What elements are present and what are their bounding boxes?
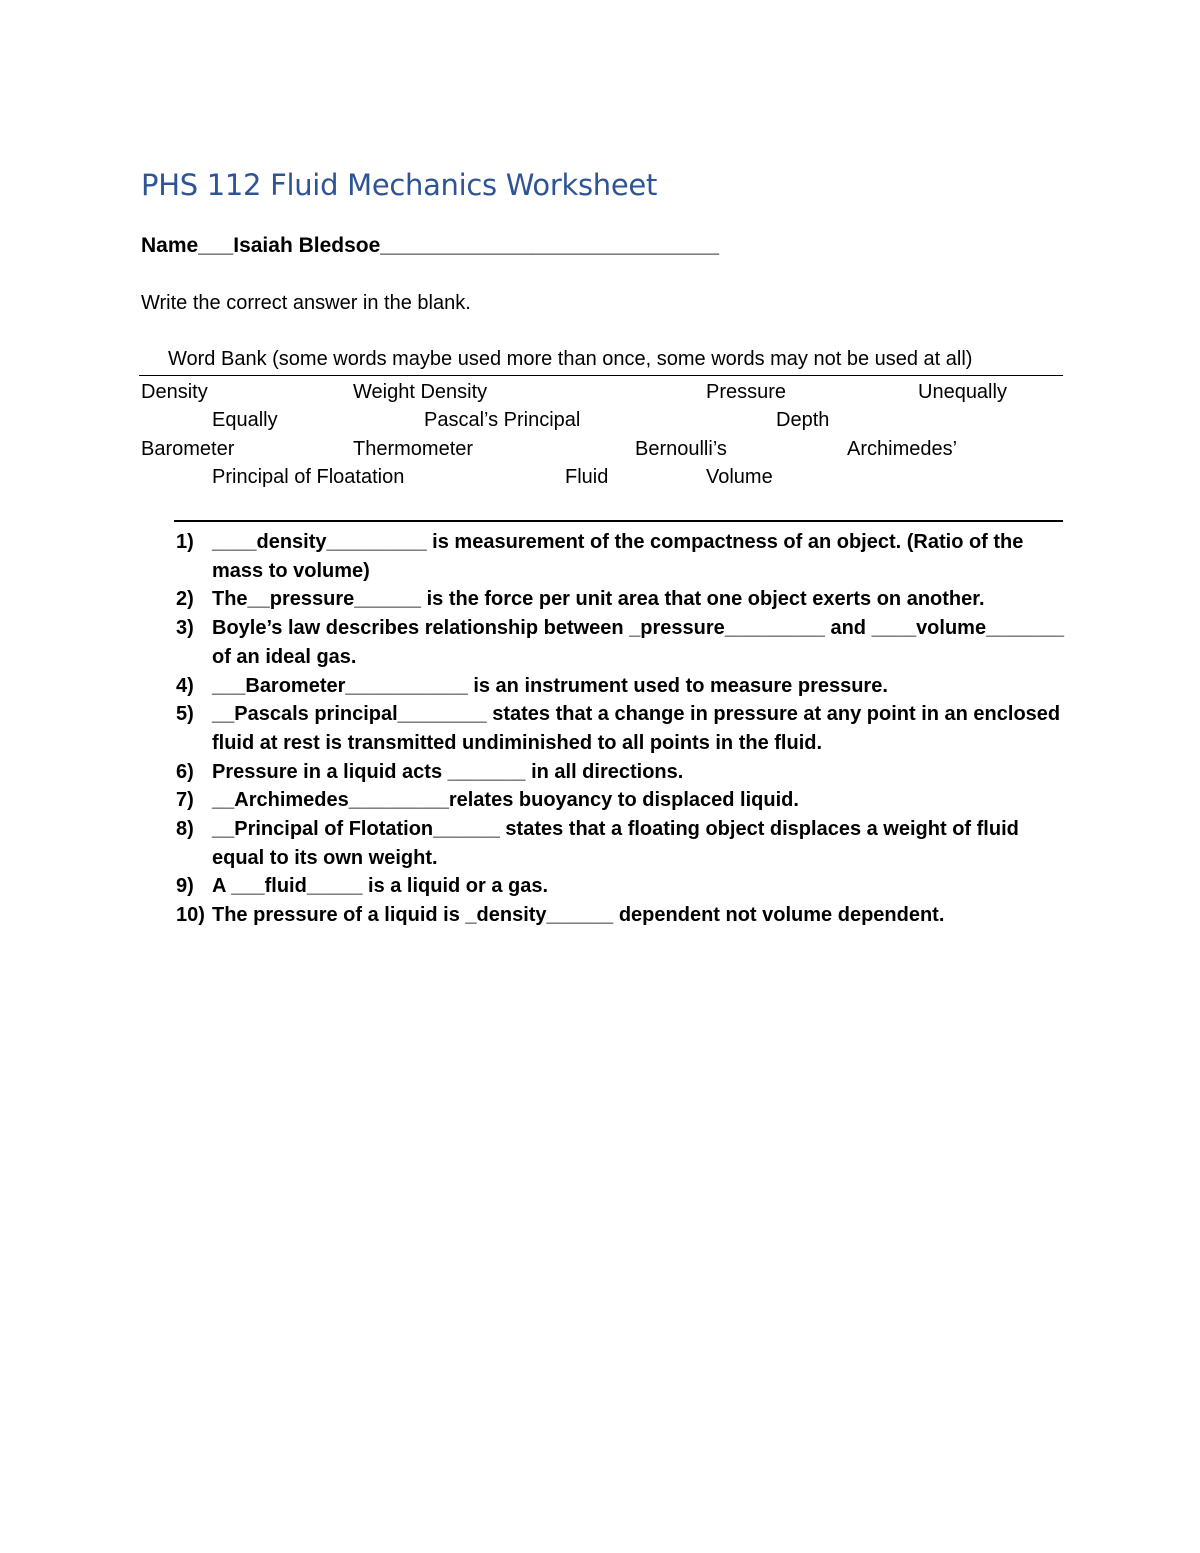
word-bank-item: Bernoulli’s xyxy=(635,438,727,460)
question-item xyxy=(176,528,1066,585)
question-item xyxy=(176,700,1066,757)
word-bank-item: Depth xyxy=(776,409,830,431)
question-text: The pressure of a liquid is _density______ dependent not volume dependent. xyxy=(212,904,945,927)
instructions: Write the correct answer in the blank. xyxy=(141,292,471,314)
word-bank-heading: Word Bank (some words maybe used more than once, some words may not be used at all) xyxy=(168,348,973,370)
word-bank-item: Density xyxy=(141,381,208,403)
questions-top-rule xyxy=(174,520,1063,522)
question-number: 9) xyxy=(176,875,194,898)
question-number: 6) xyxy=(176,760,194,783)
word-bank-item: Principal of Floatation xyxy=(212,466,405,488)
question-text: A ___fluid_____ is a liquid or a gas. xyxy=(212,875,549,898)
word-bank-item: Thermometer xyxy=(353,438,474,460)
word-bank-item: Volume xyxy=(706,466,773,488)
word-bank-item: Pressure xyxy=(706,381,787,403)
question-item xyxy=(176,672,1066,701)
word-bank-item: Weight Density xyxy=(353,381,488,403)
question-number: 8) xyxy=(176,818,194,841)
question-item xyxy=(176,815,1066,872)
question-text: The__pressure______ is the force per unit area that one object exerts on another. xyxy=(212,588,985,611)
word-bank-item: Barometer xyxy=(141,438,235,460)
question-text: Boyle’s law describes relationship between _pressure_________ and ____volume_______ of an ideal gas. xyxy=(212,617,1064,668)
word-bank-item: Pascal’s Principal xyxy=(424,409,581,431)
question-text: __Principal of Flotation______ states that a floating object displaces a weight of fluid equal to its own weight. xyxy=(212,818,1019,869)
question-item xyxy=(176,585,1066,614)
question-text: ___Barometer___________ is an instrument used to measure pressure. xyxy=(212,674,888,697)
question-number: 7) xyxy=(176,789,194,812)
question-item xyxy=(176,614,1066,671)
question-item xyxy=(176,901,1066,930)
question-number: 10) xyxy=(176,904,205,927)
question-number: 4) xyxy=(176,674,194,697)
word-bank-item: Unequally xyxy=(918,381,1007,403)
question-number: 5) xyxy=(176,703,194,726)
question-number: 2) xyxy=(176,588,194,611)
word-bank-item: Archimedes’ xyxy=(847,438,958,460)
student-name-line: Name___Isaiah Bledsoe_____________________________ xyxy=(141,234,719,257)
worksheet-title: PHS 112 Fluid Mechanics Worksheet xyxy=(141,168,658,202)
question-text: __Archimedes_________relates buoyancy to displaced liquid. xyxy=(212,789,799,812)
question-item xyxy=(176,872,1066,901)
question-text: Pressure in a liquid acts _______ in all directions. xyxy=(212,760,684,783)
question-item xyxy=(176,758,1066,787)
question-list xyxy=(176,528,1066,930)
question-text: ____density_________ is measurement of the compactness of an object. (Ratio of the mass to volume) xyxy=(212,531,1024,582)
question-text: __Pascals principal________ states that a change in pressure at any point in an enclosed fluid at rest is transmitted undiminished to all points in the fluid. xyxy=(212,703,1061,754)
question-number: 1) xyxy=(176,531,194,553)
word-bank-item: Fluid xyxy=(565,466,609,488)
word-bank-item: Equally xyxy=(212,409,278,431)
question-number: 3) xyxy=(176,617,194,640)
question-item xyxy=(176,786,1066,815)
word-bank-top-rule xyxy=(139,375,1063,376)
